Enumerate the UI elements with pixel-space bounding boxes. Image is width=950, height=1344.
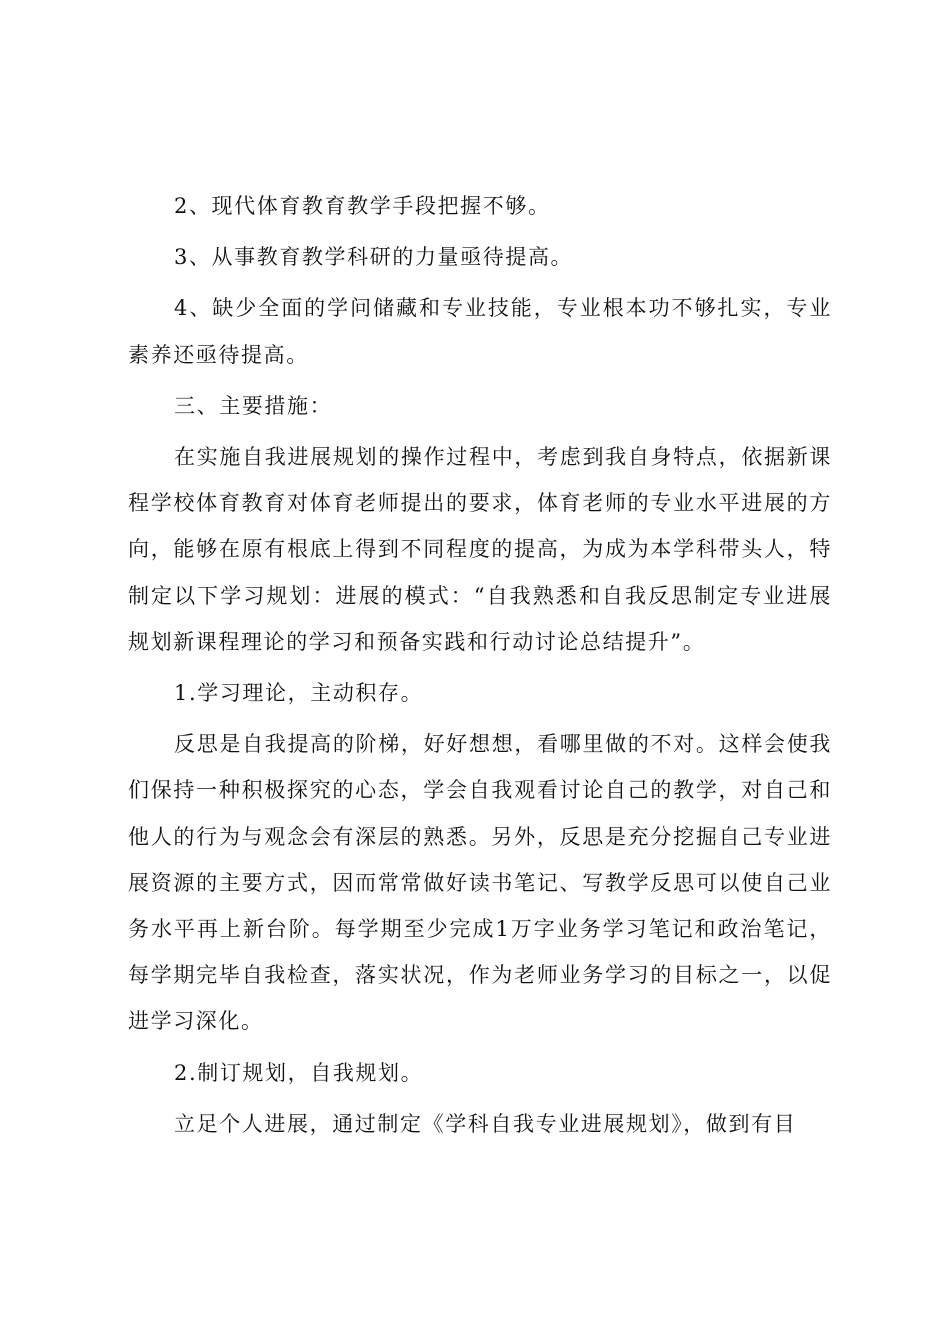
paragraph-item-2: 2、现代体育教育教学手段把握不够。: [174, 194, 551, 218]
paragraph-personal-development: 立足个人进展，通过制定《学科自我专业进展规划》，做到有目: [174, 1111, 797, 1136]
paragraph-item-4: 4、缺少全面的学问储藏和专业技能，专业根本功不够扎实，专业素养还亟待提高。: [128, 296, 832, 367]
subheading-make-plan: 2.制订规划，自我规划。: [174, 1060, 424, 1085]
document-body: [128, 183, 832, 1147]
section-heading-measures: 三、主要措施：: [174, 393, 333, 418]
paragraph-item-3: 3、从事教育教学科研的力量亟待提高。: [174, 245, 574, 270]
subheading-learn-theory: 1.学习理论，主动积存。: [174, 681, 424, 706]
paragraph-plan-intro: 在实施自我进展规划的操作过程中，考虑到我自身特点，依据新课程学校体育教育对体育老师提出的要求，体育老师的专业水平进展的方向，能够在原有根底上得到不同程度的提高，为成为本学科带头人，特制定以下学习规划：进展的模式：“自我熟悉和自我反思制定专业进展规划新课程理论的学习和预备实践和行动讨论总结提升”。: [128, 445, 832, 654]
paragraph-reflection: 反思是自我提高的阶梯，好好想想，看哪里做的不对。这样会使我们保持一种积极探究的心态，学会自我观看讨论自己的教学，对自己和他人的行为与观念会有深层的熟悉。另外，反思是充分挖掘自己专业进展资源的主要方式，因而常常做好读书笔记、写教学反思可以使自己业务水平再上新台阶。每学期至少完成1万字业务学习笔记和政治笔记，每学期完毕自我检查，落实状况，作为老师业务学习的目标之一，以促进学习深化。: [128, 732, 832, 1034]
